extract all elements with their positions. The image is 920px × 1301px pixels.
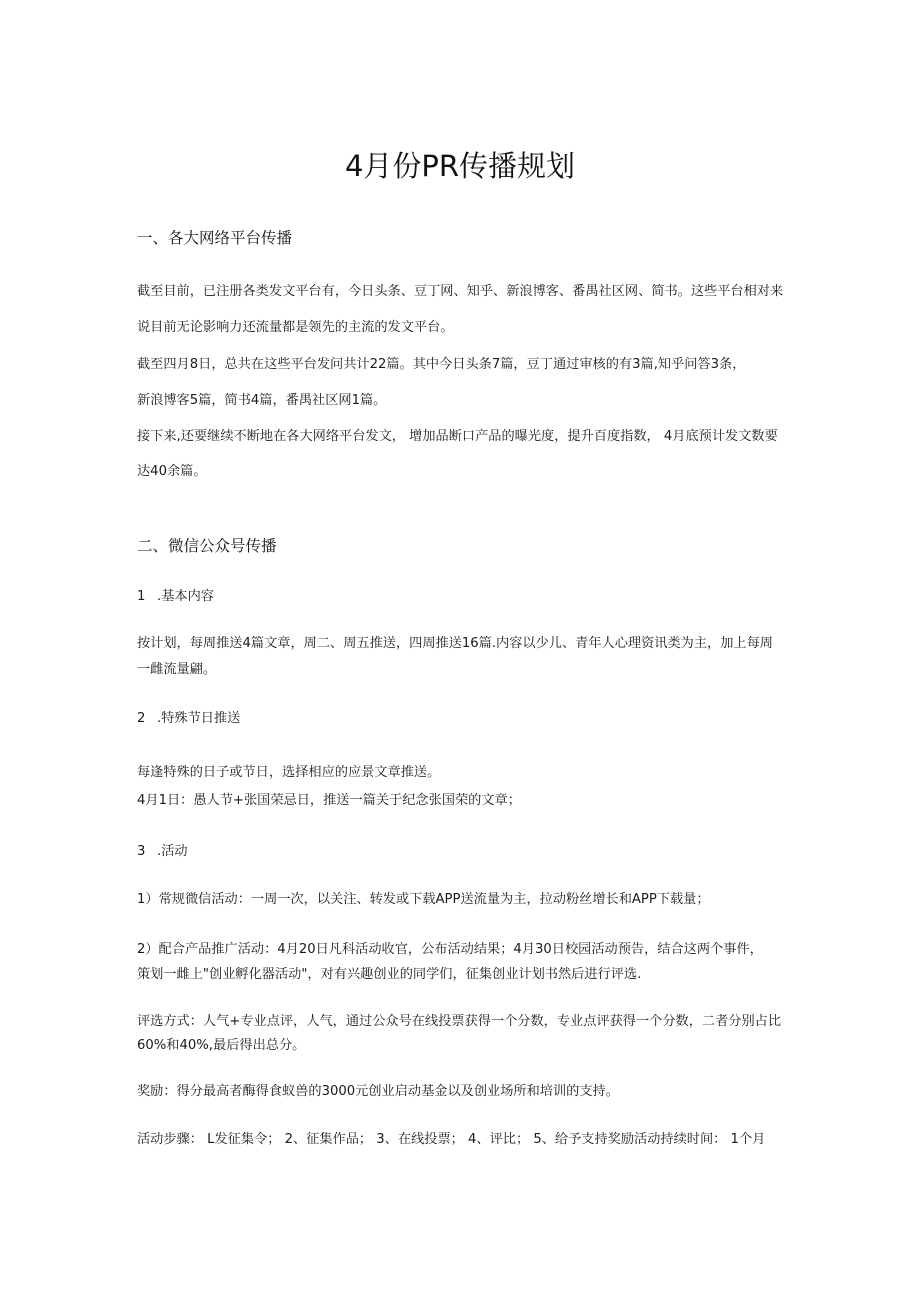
subsection2-heading bbox=[137, 709, 240, 729]
subsection1-number: 1 bbox=[137, 589, 146, 604]
subsection2-number: 2 bbox=[137, 711, 146, 726]
subsection1-label: .基本内容 bbox=[157, 589, 214, 604]
activity1-line: 1）常规微信活动：一周一次，以关注、转发或下载APP送流量为主，拉动粉丝增长和APP下载量； bbox=[137, 892, 710, 907]
section1-heading: 一、各大网络平台传播 bbox=[137, 229, 293, 247]
section1-paragraph1-line1: 截至目前，已注册各类发文平台有，今日头条、豆丁网、知乎、新浪博客、番禺社区网、简书。这些平台相对来 bbox=[137, 284, 784, 299]
section1-paragraph3-line2: 达40余篇。 bbox=[137, 464, 207, 479]
section1-paragraph2-line1: 截至四月8日，总共在这些平台发问共计22篇。其中今日头条7篇，豆丁通过审核的有3篇,知乎问答3条， bbox=[137, 357, 746, 372]
section1-paragraph2-line2: 新浪博客5篇，简书4篇，番禺社区网1篇。 bbox=[137, 393, 387, 408]
subsection2-line1: 每逢特殊的日子或节日，选择相应的应景文章推送。 bbox=[137, 765, 441, 780]
subsection1-line1: 按计划，每周推送4篇文章，周二、周五推送，四周推送16篇.内容以少儿、青年人心理资讯类为主，加上每周 bbox=[137, 636, 773, 651]
subsection1-line2: 一雌流量翩。 bbox=[137, 662, 217, 677]
section1-paragraph3-line1: 接下来,还要继续不断地在各大网络平台发文， 增加品断口产品的曝光度，提升百度指数， 4月底预计发文数要 bbox=[137, 429, 778, 444]
document-title: 4月份PR传播规划 bbox=[344, 149, 576, 183]
activity2-line2: 策划一雌上"创业孵化器活动"，对有兴趣创业的同学们，征集创业计划书然后进行评选. bbox=[137, 967, 642, 982]
activity-steps-line: 活动步骤： L发征集令； 2、征集作品； 3、在线投票； 4、评比； 5、给予支持奖励活动持续时间： 1个月 bbox=[137, 1132, 766, 1147]
section2-heading: 二、微信公众号传播 bbox=[137, 537, 277, 555]
section1-paragraph1-line2: 说目前无论影响力还流量都是领先的主流的发文平台。 bbox=[137, 320, 454, 335]
subsection3-number: 3 bbox=[137, 844, 146, 859]
subsection2-line2: 4月1日：愚人节+张国荣忌日，推送一篇关于纪念张国荣的文章； bbox=[137, 793, 521, 808]
subsection2-label: .特殊节日推送 bbox=[157, 711, 241, 726]
subsection3-heading bbox=[137, 842, 188, 862]
reward-line: 奖励：得分最高者酶得食蚁兽的3000元创业启动基金以及创业场所和培训的支持。 bbox=[137, 1084, 619, 1099]
evaluation-line1: 评选方式：人气+专业点评，人气，通过公众号在线投票获得一个分数，专业点评获得一个分数，二者分别占比 bbox=[137, 1014, 782, 1029]
subsection1-heading bbox=[137, 587, 214, 607]
activity2-line1: 2）配合产品推广活动：4月20日凡科活动收官，公布活动结果；4月30日校园活动预告，结合这两个事件， bbox=[137, 942, 763, 957]
evaluation-line2: 60%和40%,最后得出总分。 bbox=[137, 1038, 306, 1053]
subsection3-label: .活动 bbox=[157, 844, 188, 859]
